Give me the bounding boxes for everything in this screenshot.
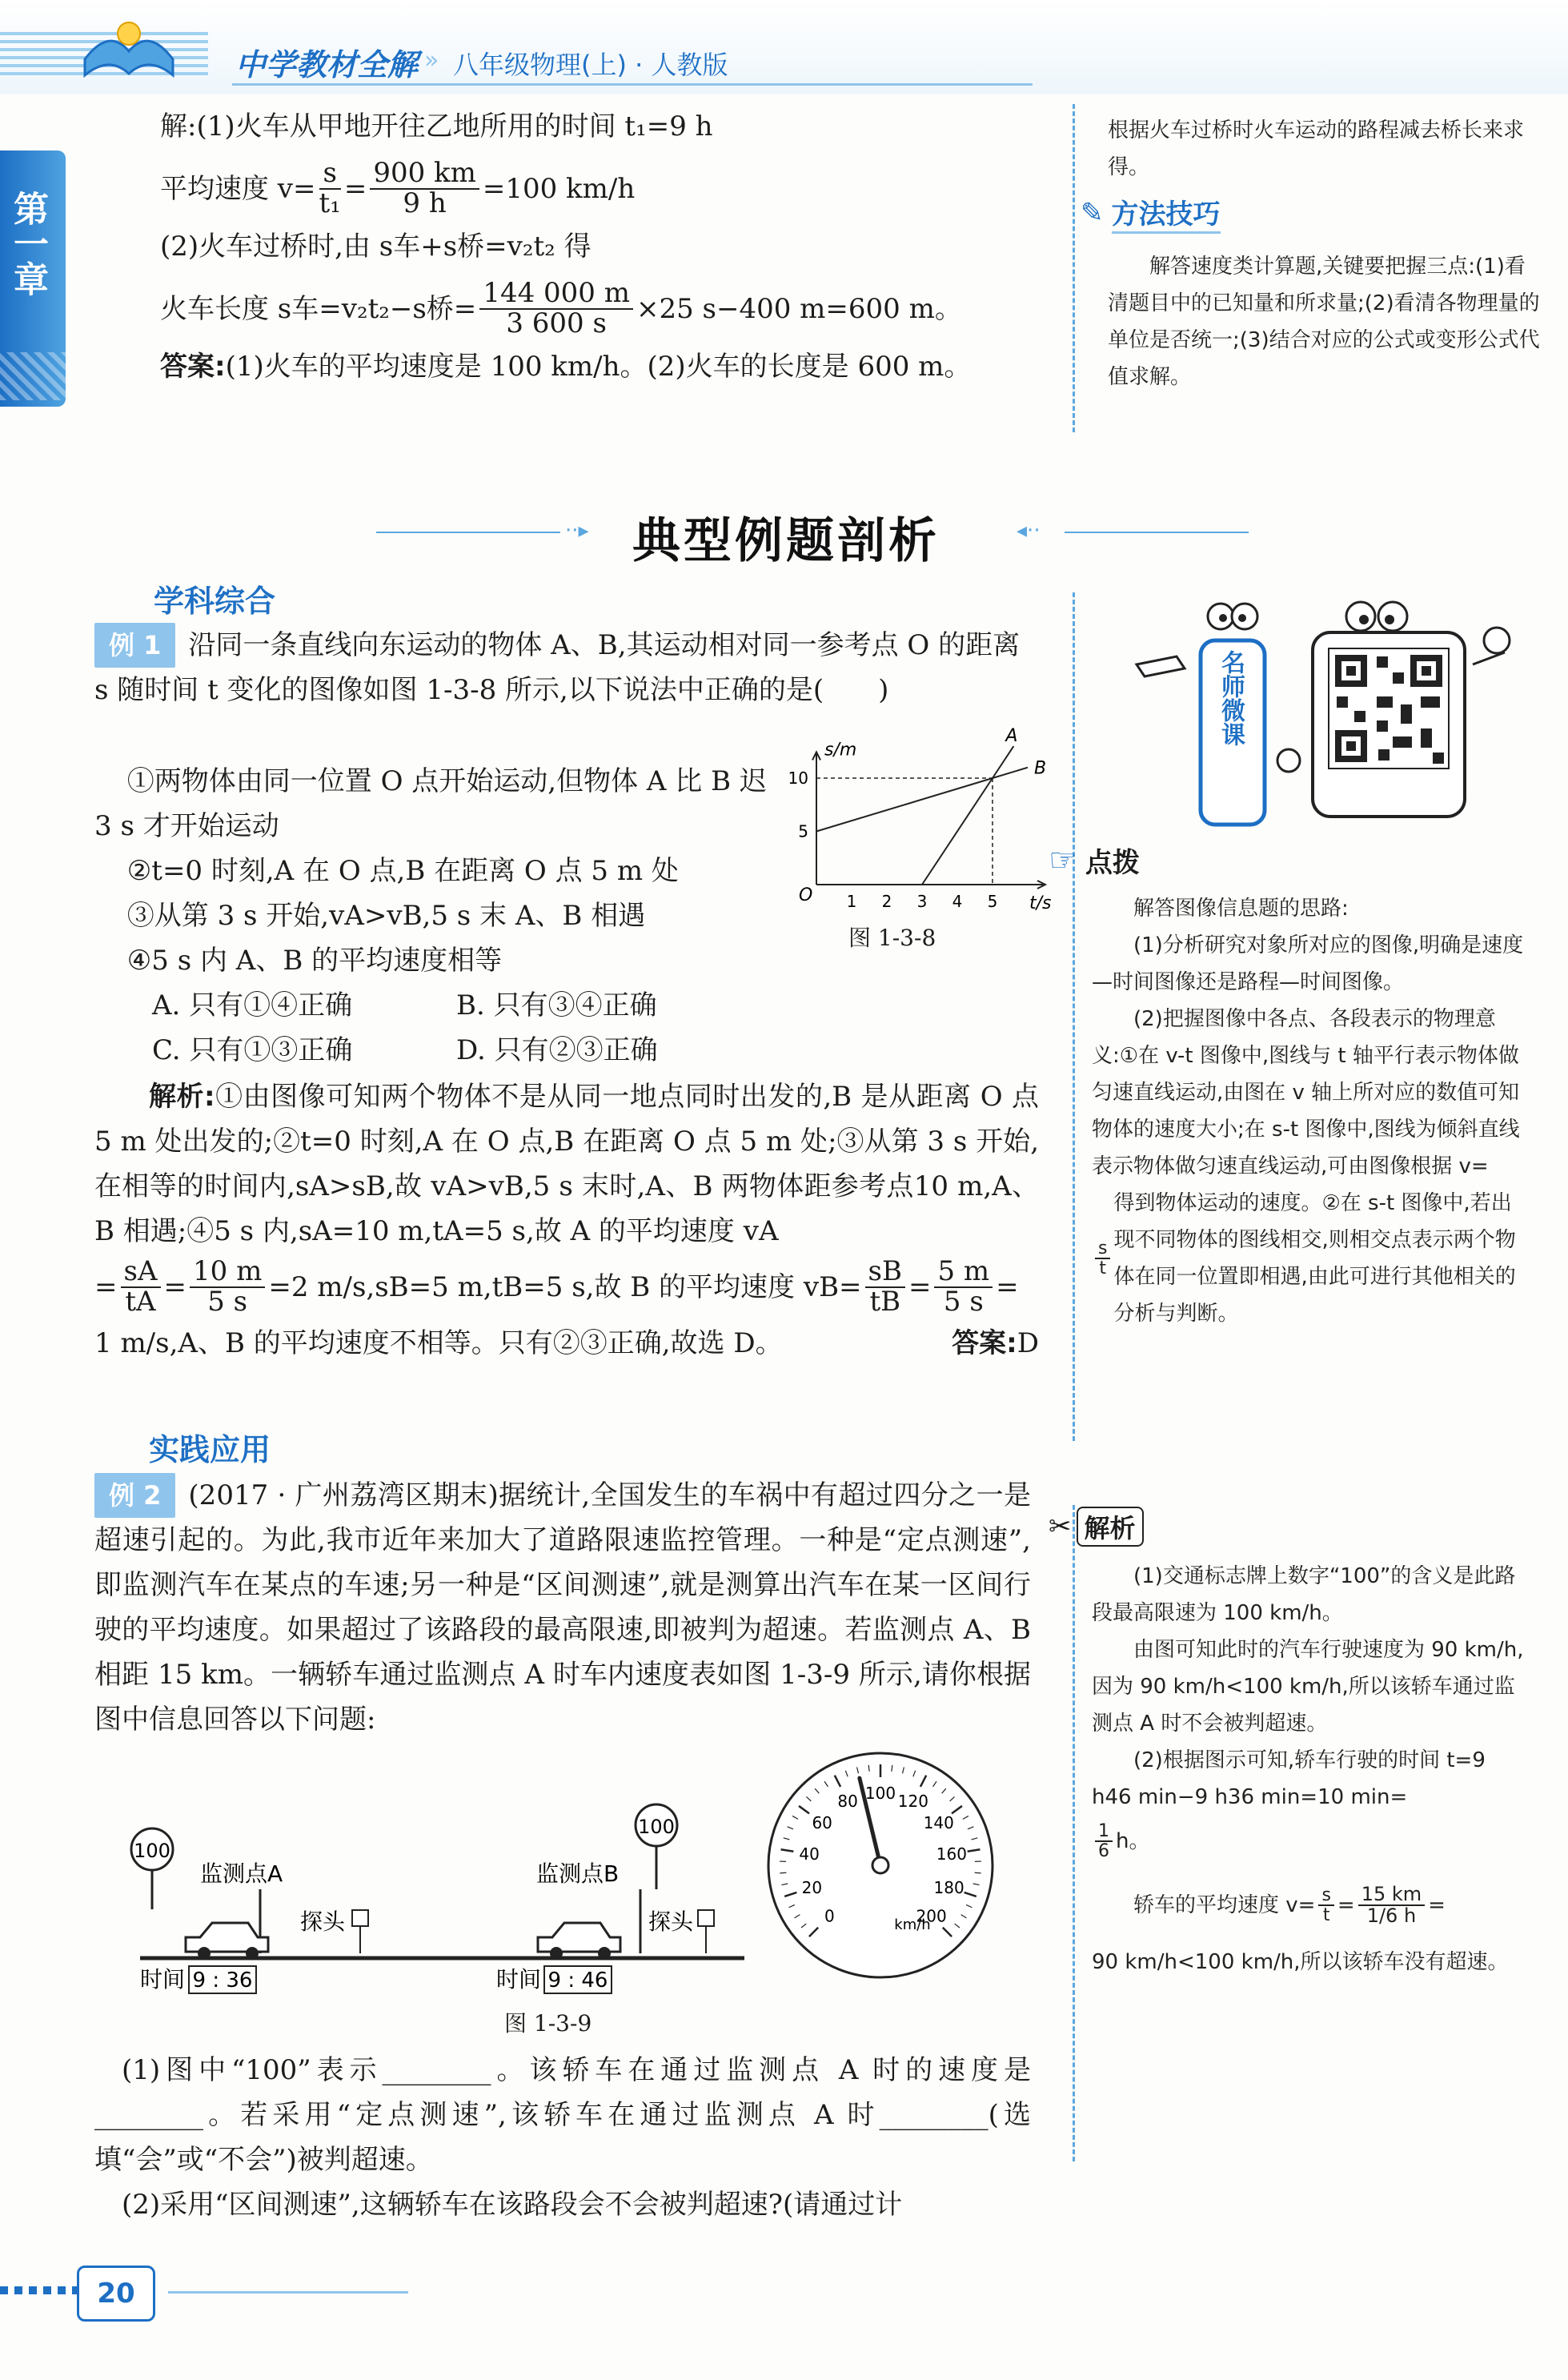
example1-options xyxy=(152,983,712,1073)
statement-3: ③从第 3 s 开始,vA>vB,5 s 末 A、B 相遇 xyxy=(126,900,646,932)
dial-label: 20 xyxy=(801,1877,823,1897)
analysis-formula-line: = $\frac{sA}{tA}$ = $\frac{10 m}{5 s}$ =2 m/s,sB=5 m,tB=5 s,故 B 的平均速度 vB= $\frac{sB}{tB}$ = $\frac{5 m}{5 s}$ = xyxy=(94,1255,1019,1318)
method-tips-heading xyxy=(1081,192,1221,234)
dial-label: 100 xyxy=(864,1784,896,1803)
page-number-badge xyxy=(77,2266,155,2322)
option-c: C. 只有①③正确 xyxy=(152,1034,353,1066)
dial-label: 0 xyxy=(824,1906,835,1926)
option-d: D. 只有②③正确 xyxy=(456,1034,658,1066)
chapter-tab-pattern xyxy=(0,352,66,400)
section-arrow-right-icon: ◂·· xyxy=(1017,519,1041,543)
section-title: 典型例题剖析 xyxy=(632,513,940,569)
solution-line-2: 平均速度 v= $\frac{s}{\text{t₁}}$ = $\frac{900 km}{9 h}$ =100 km/h xyxy=(160,157,636,219)
camera-probe-a-icon xyxy=(352,1910,368,1953)
statement-2: ②t=0 时刻,A 在 O 点,B 在距离 O 点 5 m 处 xyxy=(126,855,679,887)
header-book-title: 中学教材全解 xyxy=(235,47,419,82)
speed-limit-sign-b xyxy=(636,1804,677,1889)
time-label-b: 时间 xyxy=(496,1966,542,1993)
fraction-1-over-6: $\frac{1}{6}$ xyxy=(1095,1822,1113,1860)
dial-label: 60 xyxy=(812,1813,832,1833)
series-label-B: B xyxy=(1034,758,1047,779)
dial-tick xyxy=(780,1872,786,1873)
header-logo xyxy=(77,11,181,83)
sign-a-value: 100 xyxy=(134,1840,170,1862)
column-divider-top xyxy=(1073,104,1075,432)
dial-label: 120 xyxy=(897,1791,928,1811)
analysis-paragraph: 解析:①由图像可知两个物体不是从同一地点同时出发的,B 是从距离 O 点 5 m 处出发的;②t=0 时刻,A 在 O 点,B 在距离 O 点 5 m 处;③从第 3 s 开始,在相等的时间内,sA>sB,故 vA>vB,5 s 末时,A、B 两物体距参考点10 m,A、B 相遇;④5 s 内,sA=10 m,tA=5 s,故 A 的平均速度 vA xyxy=(94,1081,1039,1247)
road-monitoring-figure xyxy=(128,1801,752,1993)
speed-limit-sign-a xyxy=(131,1828,173,1909)
ok-hand-right-icon xyxy=(1473,628,1510,664)
header-subtitle: 八年级物理(上) · 人教版 xyxy=(453,50,728,80)
dial-label: 200 xyxy=(916,1906,947,1926)
fraction-900km-over-9h: $\frac{900 km}{9 h}$ xyxy=(370,159,479,218)
car-a-icon xyxy=(186,1923,268,1960)
figure-caption-1-3-9: 图 1-3-9 xyxy=(504,2010,592,2037)
fraction-s-over-t: $\frac{s}{t}$ xyxy=(1095,1239,1110,1278)
pointing-hand-icon: ☞ xyxy=(1049,841,1077,879)
header-chevron-icon: » xyxy=(424,46,439,74)
y-tick-label: 5 xyxy=(798,821,808,841)
tip-heading xyxy=(1049,841,1140,880)
tip-title: 点拨 xyxy=(1085,847,1140,879)
question-2: (2)采用“区间测速”,这辆轿车在该路段会不会被判超速?(请通过计 xyxy=(122,2189,903,2221)
time-value-a: 9 : 36 xyxy=(192,1969,253,1993)
column-divider-middle xyxy=(1073,592,1075,1441)
series-line-A xyxy=(922,746,1013,885)
x-axis-label: t/s xyxy=(1029,893,1052,913)
series-line-B xyxy=(816,768,1028,832)
fraction-5m-5s: $\frac{5 m}{5 s}$ xyxy=(934,1258,993,1316)
method-tips-title: 方法技巧 xyxy=(1112,192,1221,234)
probe-label-b: 探头 xyxy=(648,1908,694,1935)
solution-answer: 答案:(1)火车的平均速度是 100 km/h。(2)火车的长度是 600 m。 xyxy=(160,351,972,383)
analysis-label: 解析: xyxy=(149,1081,215,1113)
book-logo-icon xyxy=(77,11,181,83)
option-a: A. 只有①④正确 xyxy=(152,989,353,1021)
solution-line-3: (2)火车过桥时,由 s车+s桥=v₂t₂ 得 xyxy=(160,231,592,263)
section-rule-right xyxy=(1065,532,1249,533)
x-tick-label: 5 xyxy=(987,892,998,911)
scissors-icon: ✂ xyxy=(1049,1511,1072,1543)
series-label-A: A xyxy=(1005,726,1018,747)
footer-rule xyxy=(168,2291,408,2294)
dial-label: 140 xyxy=(923,1813,954,1833)
analysis-heading xyxy=(1049,1507,1144,1547)
tip-body: 解答图像信息题的思路: (1)分析研究对象所对应的图像,明确是速度—时间图像还是路程—时间图像。 (2)把握图像中各点、各段表示的物理意义:①在 v-t 图像中,图线与 t 轴平行表示物体做匀速直线运动,由图在 v 轴上所对应的数值可知物体的速度大小;在 s-t 图像中,图线为倾斜直线表示物体做匀速直线运动,可由图像根据 v= $\frac{s}{t}$ 得到物体运动的速度。②在 s-t 图像中,若出现不同物体的图线相交,则相交点表示两个物体在同一位置即相遇,由此可进行其他相关的分析与判断。 xyxy=(1092,897,1524,1326)
y-axis-label: s/m xyxy=(824,740,857,761)
top-solution xyxy=(160,104,1041,389)
options-row-2 xyxy=(152,1028,712,1073)
section-arrow-left-icon: ··▸ xyxy=(565,519,589,543)
fraction-15km-over-sixth-h: $\frac{15 km}{1/6 h}$ xyxy=(1358,1884,1425,1926)
statement-1: ①两物体由同一位置 O 点开始运动,但物体 A 比 B 迟 3 s 才开始运动 xyxy=(94,765,767,842)
monitor-point-b-label: 监测点B xyxy=(536,1860,620,1887)
probe-label-a: 探头 xyxy=(300,1908,346,1935)
micro-lesson-badge-text: 名师微课 xyxy=(1217,650,1245,746)
example1-items xyxy=(94,759,767,983)
dial-label: 40 xyxy=(799,1844,820,1864)
fraction-sB-tB: $\frac{sB}{tB}$ xyxy=(865,1258,905,1316)
example2-label: 例 2 xyxy=(94,1473,175,1518)
method-tips-text: 解答速度类计算题,关键要把握三点:(1)看清题目中的已知量和所求量;(2)看清各物理量的单位是否统一;(3)结合对应的公式或变形公式代值求解。 xyxy=(1108,255,1540,389)
example2-subquestions xyxy=(94,2048,1031,2227)
solution-line-4: 火车长度 s车=v₂t₂−s桥= $\frac{144 000 m}{3 600 s}$ ×25 s−400 m=600 m。 xyxy=(160,277,962,339)
monitor-point-a-label: 监测点A xyxy=(200,1860,283,1887)
origin-label: O xyxy=(799,885,813,905)
top-side-text: 根据火车过桥时火车运动的路程减去桥长来求得。 xyxy=(1108,118,1525,179)
pen-icon: ✎ xyxy=(1081,197,1104,229)
question-1: (1)图中“100”表示________。该轿车在通过监测点 A 时的速度是________。若采用“定点测速”,该轿车在通过监测点 A 时________(选填“会”或“不会”)被判超速。 xyxy=(94,2054,1031,2176)
x-tick-label: 4 xyxy=(952,892,963,911)
dial-hub xyxy=(872,1857,888,1873)
qr-code-icon xyxy=(1313,602,1465,817)
fraction-s-over-t-2: $\frac{s}{t}$ xyxy=(1318,1886,1333,1924)
column-divider-bottom xyxy=(1073,1505,1075,2161)
x-tick-label: 2 xyxy=(881,892,892,911)
answer-label: 答案: xyxy=(160,351,226,383)
options-row-1 xyxy=(152,983,712,1028)
dial-tick xyxy=(975,1872,981,1873)
time-value-b: 9 : 46 xyxy=(547,1969,608,1993)
figure-caption-1-3-8: 图 1-3-8 xyxy=(848,925,936,951)
example1-analysis xyxy=(94,1074,1039,1366)
x-tick-label: 3 xyxy=(916,892,928,911)
x-tick-label: 1 xyxy=(846,892,857,911)
section-rule-left xyxy=(376,532,560,533)
fraction-sA-tA: $\frac{sA}{tA}$ xyxy=(121,1258,161,1316)
example2-question: 例 2 (2017 · 广州荔湾区期末)据统计,全国发生的车祸中有超过四分之一是超速引起的。为此,我市近年来加大了道路限速监控管理。一种是“定点测速”,即监测汽车在某点的车速;另一种是“区间测速”,就是测算出汽车在某一区间行驶的平均速度。如果超过了该路段的最高限速,即被判为超速。若监测点 A、B 相距 15 km。一辆轿车通过监测点 A 时车内速度表如图 1-3-9 所示,请你根据图中信息回答以下问题: xyxy=(94,1473,1031,1742)
micro-lesson-illustration xyxy=(1129,592,1545,833)
fraction-s-over-t1: $\frac{s}{\text{t₁}}$ xyxy=(319,157,341,219)
analysis-title: 解析 xyxy=(1077,1507,1144,1547)
speedometer-dial xyxy=(760,1745,1001,1985)
example1-answer: 答案:D xyxy=(952,1327,1039,1359)
time-label-a: 时间 xyxy=(140,1966,186,1993)
example1-question: 例 1 沿同一条直线向东运动的物体 A、B,其运动相对同一参考点 O 的距离 s 随时间 t 变化的图像如图 1-3-8 所示,以下说法中正确的是( ) xyxy=(94,623,1039,712)
holding-hands-icon xyxy=(1277,749,1300,772)
car-b-icon xyxy=(538,1923,620,1960)
fraction-144000m-over-3600s: $\frac{144 000 m}{3 600 s}$ xyxy=(479,279,633,338)
dial-label: 180 xyxy=(933,1877,964,1897)
analysis-conclusion: 1 m/s,A、B 的平均速度不相等。只有②③正确,故选 D。 答案:D xyxy=(94,1321,1039,1366)
example1-label: 例 1 xyxy=(94,623,175,668)
dial-label: 80 xyxy=(837,1791,858,1811)
st-graph xyxy=(768,720,1052,913)
header-underline xyxy=(232,83,1033,86)
solution-line-1: 解:(1)火车从甲地开往乙地所用的时间 t₁=9 h xyxy=(160,110,713,142)
category-practical-application: 实践应用 xyxy=(149,1432,271,1467)
option-b: B. 只有③④正确 xyxy=(456,989,657,1021)
chapter-tab-label: 第一章 xyxy=(7,191,48,296)
dial-label: 160 xyxy=(936,1844,967,1864)
camera-probe-b-icon xyxy=(698,1910,714,1953)
fraction-10m-5s: $\frac{10 m}{5 s}$ xyxy=(190,1258,265,1316)
y-tick-label: 10 xyxy=(788,769,808,788)
page-number: 20 xyxy=(97,2278,135,2310)
footer-dots xyxy=(0,2286,80,2294)
statement-4: ④5 s 内 A、B 的平均速度相等 xyxy=(126,945,503,977)
sign-b-value: 100 xyxy=(638,1816,675,1838)
analysis-side-body: (1)交通标志牌上数字“100”的含义是此路段最高限速为 100 km/h。 由图可知此时的汽车行驶速度为 90 km/h,因为 90 km/h<100 km/h,所以该轿车通过监测点 A 时不会被判超速。 (2)根据图示可知,轿车行驶的时间 t=9 h46 min−9 h36 min=10 min= $\frac{1}{6}$ h。 轿车的平均速度 v= $\frac{s}{t}$ = $\frac{15 km}{1/6 h}$ = 90 km/h<100 km/h,所以该轿车没有超速。 xyxy=(1092,1564,1524,1974)
pointing-hand-left-icon xyxy=(1137,656,1185,676)
speed-formula-prefix: 平均速度 v= xyxy=(160,173,316,205)
category-subject-integration: 学科综合 xyxy=(154,584,276,619)
dial-unit: km/h xyxy=(894,1916,931,1933)
